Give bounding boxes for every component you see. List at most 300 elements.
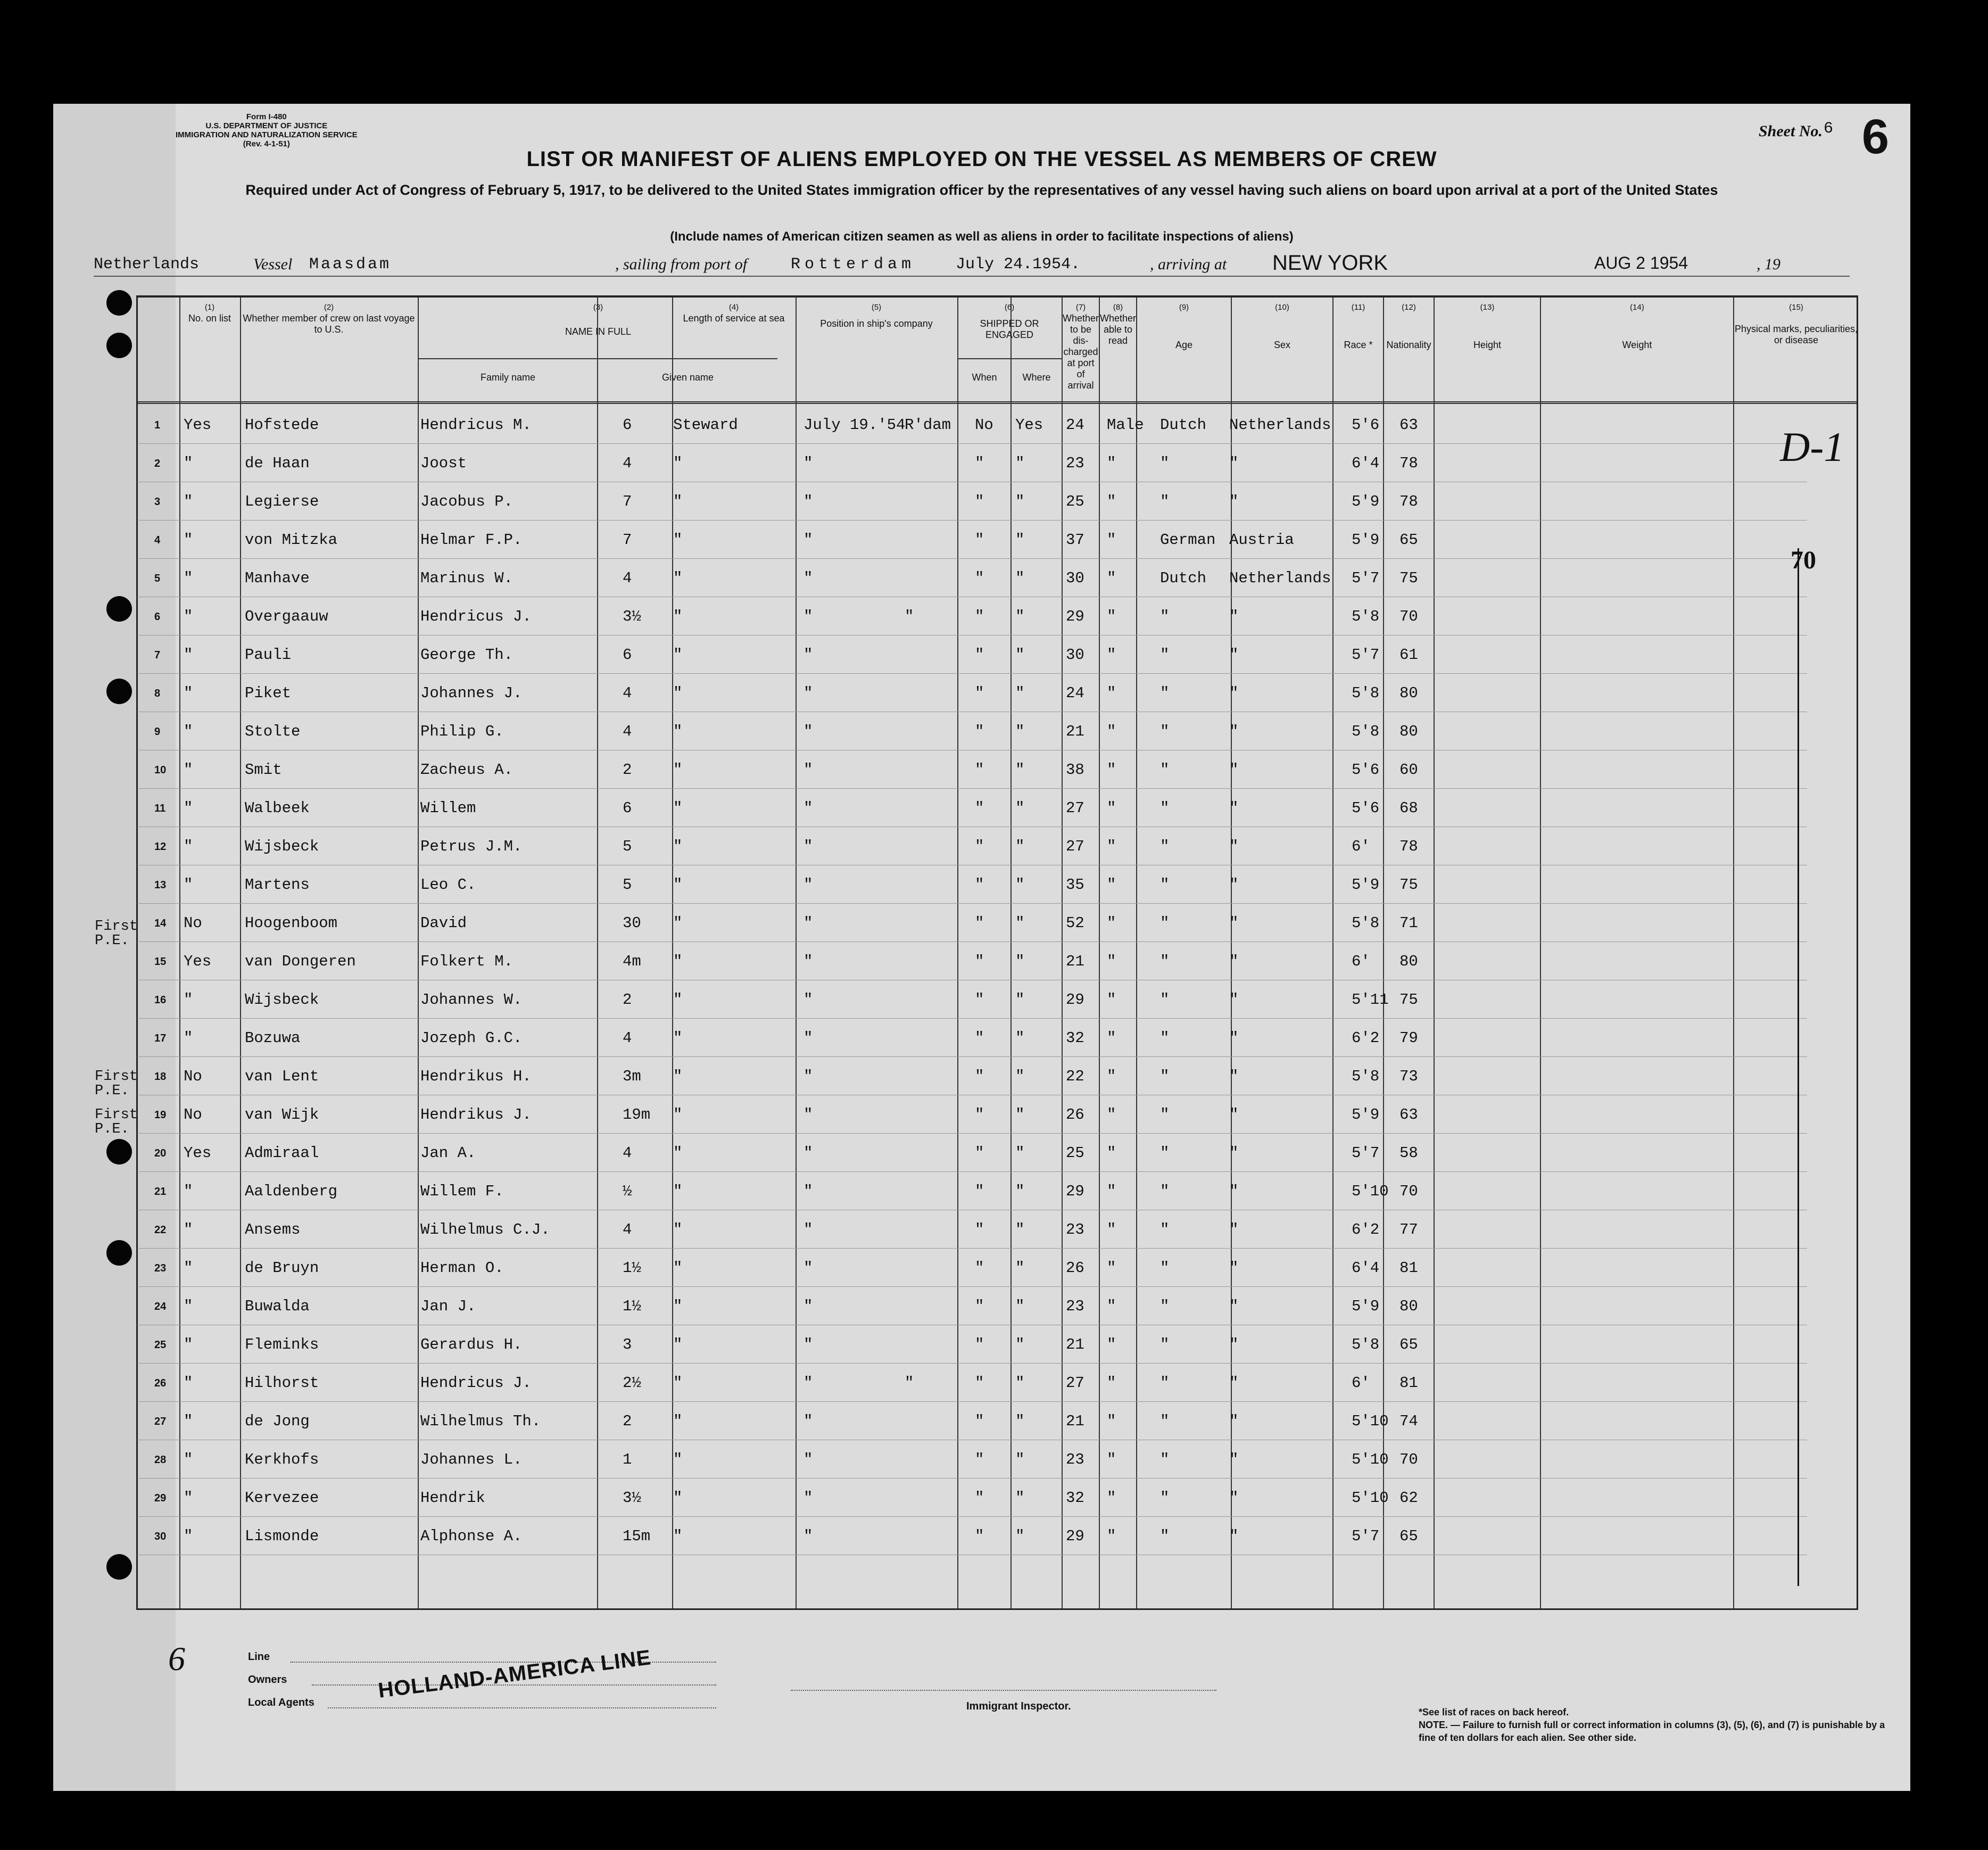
table-row: [0, 1172, 1988, 1210]
row-given-name: George Th.: [420, 646, 513, 664]
row-age: 29: [1066, 991, 1084, 1009]
row-length-of-service: 30: [623, 914, 641, 932]
row-nationality: ": [1229, 953, 1239, 970]
row-age: 52: [1066, 914, 1084, 932]
row-weight: 78: [1399, 455, 1418, 472]
row-able-to-read: Yes: [1015, 416, 1043, 434]
row-shipped-when: ": [804, 991, 813, 1009]
col-age: (9) Age: [1175, 303, 1193, 350]
row-position: ": [673, 569, 683, 587]
row-shipped-when: ": [804, 608, 813, 625]
row-race: ": [1160, 684, 1170, 702]
row-able-to-read: ": [1015, 1336, 1025, 1353]
row-weight: 81: [1399, 1259, 1418, 1277]
row-race: ": [1160, 953, 1170, 970]
row-family-name: Manhave: [245, 569, 310, 587]
row-given-name: Willem: [420, 799, 476, 817]
table-row: [0, 1249, 1988, 1287]
row-weight: 80: [1399, 684, 1418, 702]
row-sex: ": [1107, 1068, 1116, 1085]
row-sex: ": [1107, 531, 1116, 549]
row-nationality: Netherlands: [1229, 569, 1331, 587]
row-crew-last-voyage: ": [184, 1374, 193, 1392]
row-nationality: ": [1229, 761, 1239, 779]
row-nationality: ": [1229, 455, 1239, 472]
row-shipped-when: ": [804, 1106, 813, 1124]
row-nationality: ": [1229, 1527, 1239, 1545]
row-crew-last-voyage: ": [184, 1221, 193, 1238]
row-discharged: ": [975, 914, 984, 932]
row-age: 27: [1066, 799, 1084, 817]
col-no-on-list: (1) No. on list: [188, 303, 231, 324]
binding-hole: [106, 290, 132, 316]
col-physical-marks: (15) Physical marks, peculiarities, or disease: [1734, 303, 1858, 345]
row-sex: ": [1107, 646, 1116, 664]
row-shipped-when: ": [804, 953, 813, 970]
manifest-subtitle-2: (Include names of American citizen seamen as well as aliens in order to facilitate inspections of aliens): [670, 229, 1294, 244]
row-able-to-read: ": [1015, 723, 1025, 740]
row-weight: 58: [1399, 1144, 1418, 1162]
row-shipped-when: ": [804, 646, 813, 664]
sheet-number-label: Sheet No.: [1759, 122, 1823, 140]
agents-stamp: HOLLAND-AMERICA LINE: [377, 1646, 653, 1703]
row-nationality: ": [1229, 838, 1239, 855]
row-family-name: de Jong: [245, 1413, 310, 1430]
row-weight: 65: [1399, 1336, 1418, 1353]
row-weight: 80: [1399, 723, 1418, 740]
row-height: 6'4: [1352, 455, 1380, 472]
row-race: ": [1160, 1029, 1170, 1047]
row-length-of-service: 1½: [623, 1298, 641, 1315]
row-nationality: ": [1229, 1259, 1239, 1277]
row-height: 6': [1352, 838, 1370, 855]
row-shipped-when: ": [804, 1413, 813, 1430]
table-row: [0, 1364, 1988, 1402]
row-family-name: Smit: [245, 761, 282, 779]
col-sex: (10) Sex: [1273, 303, 1291, 350]
row-crew-last-voyage: ": [184, 569, 193, 587]
row-age: 23: [1066, 1221, 1084, 1238]
row-family-name: Lismonde: [245, 1527, 319, 1545]
row-length-of-service: 5: [623, 876, 632, 894]
row-family-name: Bozuwa: [245, 1029, 301, 1047]
sheet-big-number: 6: [1861, 110, 1889, 164]
row-race: German: [1160, 531, 1216, 549]
row-nationality: ": [1229, 1144, 1239, 1162]
row-discharged: ": [975, 569, 984, 587]
row-able-to-read: ": [1015, 646, 1025, 664]
row-position: ": [673, 1068, 683, 1085]
row-height: 5'9: [1352, 531, 1380, 549]
row-nationality: Austria: [1229, 531, 1294, 549]
row-able-to-read: ": [1015, 1489, 1025, 1507]
row-race: ": [1160, 1489, 1170, 1507]
row-race: ": [1160, 1298, 1170, 1315]
row-discharged: ": [975, 991, 984, 1009]
binding-hole: [106, 333, 132, 358]
row-discharged: ": [975, 493, 984, 510]
row-weight: 70: [1399, 1451, 1418, 1468]
row-sex: ": [1107, 1489, 1116, 1507]
row-number: 9: [154, 726, 161, 738]
row-length-of-service: 4: [623, 723, 632, 740]
form-identifier: [176, 112, 358, 148]
row-discharged: ": [975, 1068, 984, 1085]
row-weight: 73: [1399, 1068, 1418, 1085]
row-nationality: ": [1229, 608, 1239, 625]
row-discharged: ": [975, 1029, 984, 1047]
row-weight: 61: [1399, 646, 1418, 664]
row-nationality: ": [1229, 876, 1239, 894]
row-sex: ": [1107, 914, 1116, 932]
row-height: 5'9: [1352, 876, 1380, 894]
row-length-of-service: 15m: [623, 1527, 651, 1545]
row-crew-last-voyage: ": [184, 1413, 193, 1430]
row-given-name: Johannes W.: [420, 991, 523, 1009]
row-age: 23: [1066, 1298, 1084, 1315]
row-number: 14: [154, 918, 167, 929]
row-age: 23: [1066, 455, 1084, 472]
row-discharged: ": [975, 1336, 984, 1353]
row-height: 5'7: [1352, 646, 1380, 664]
row-able-to-read: ": [1015, 684, 1025, 702]
row-height: 5'7: [1352, 1144, 1380, 1162]
inspector-label: Immigrant Inspector.: [966, 1700, 1071, 1712]
row-crew-last-voyage: ": [184, 684, 193, 702]
sheet-number-value: 6: [1823, 120, 1833, 138]
table-row: [0, 597, 1988, 635]
row-discharged: ": [975, 1221, 984, 1238]
first-pe-note: [95, 1108, 138, 1137]
table-row: [0, 1440, 1988, 1479]
row-sex: ": [1107, 991, 1116, 1009]
table-row: [0, 1479, 1988, 1517]
arrival-date: AUG 2 1954: [1594, 253, 1688, 272]
inspector-mark-70: 70: [1791, 546, 1816, 574]
sailing-label: , sailing from port of: [615, 255, 748, 273]
binding-hole: [106, 1554, 132, 1580]
row-able-to-read: ": [1015, 1221, 1025, 1238]
col-nationality: (12) Nationality: [1386, 303, 1431, 350]
row-sex: ": [1107, 1029, 1116, 1047]
row-length-of-service: ½: [623, 1183, 632, 1200]
row-shipped-when: ": [804, 493, 813, 510]
row-family-name: Pauli: [245, 646, 292, 664]
row-crew-last-voyage: ": [184, 1183, 193, 1200]
row-weight: 65: [1399, 1527, 1418, 1545]
row-age: 30: [1066, 569, 1084, 587]
row-discharged: ": [975, 531, 984, 549]
departure-port: Rotterdam: [791, 255, 916, 274]
row-given-name: Hendrikus H.: [420, 1068, 532, 1085]
row-shipped-where: ": [905, 1374, 914, 1392]
row-discharged: ": [975, 1144, 984, 1162]
row-weight: 78: [1399, 838, 1418, 855]
row-crew-last-voyage: No: [184, 1068, 202, 1085]
row-nationality: ": [1229, 1183, 1239, 1200]
row-age: 24: [1066, 416, 1084, 434]
row-family-name: Legierse: [245, 493, 319, 510]
row-nationality: ": [1229, 1106, 1239, 1124]
row-discharged: ": [975, 1527, 984, 1545]
row-given-name: Jacobus P.: [420, 493, 513, 510]
row-age: 21: [1066, 723, 1084, 740]
col-crew-last-voyage: (2) Whether member of crew on last voyage to U.S.: [243, 303, 415, 335]
row-nationality: ": [1229, 799, 1239, 817]
row-weight: 62: [1399, 1489, 1418, 1507]
row-nationality: ": [1229, 493, 1239, 510]
manifest-subtitle: Required under Act of Congress of February 5, 1917, to be delivered to the United States immigration officer by the representatives of any vessel having such aliens on board upon arrival at a port of the United States: [245, 182, 1718, 198]
row-given-name: Petrus J.M.: [420, 838, 523, 855]
row-family-name: Martens: [245, 876, 310, 894]
row-crew-last-voyage: ": [184, 838, 193, 855]
row-number: 13: [154, 879, 167, 891]
row-given-name: Jan J.: [420, 1298, 476, 1315]
row-shipped-when: ": [804, 723, 813, 740]
row-given-name: David: [420, 914, 467, 932]
row-age: 25: [1066, 1144, 1084, 1162]
row-crew-last-voyage: ": [184, 723, 193, 740]
row-length-of-service: 4: [623, 1029, 632, 1047]
row-position: Steward: [673, 416, 738, 434]
row-race: Dutch: [1160, 416, 1207, 434]
row-race: ": [1160, 1259, 1170, 1277]
voyage-line: [94, 251, 1850, 277]
row-race: ": [1160, 1413, 1170, 1430]
row-family-name: Buwalda: [245, 1298, 310, 1315]
row-race: ": [1160, 761, 1170, 779]
footnote-races: *See list of races on back hereof.: [1419, 1707, 1569, 1717]
row-able-to-read: ": [1015, 991, 1025, 1009]
manifest-title: LIST OR MANIFEST OF ALIENS EMPLOYED ON THE VESSEL AS MEMBERS OF CREW: [526, 147, 1437, 171]
row-sex: ": [1107, 1336, 1116, 1353]
row-discharged: ": [975, 876, 984, 894]
row-given-name: Helmar F.P.: [420, 531, 523, 549]
row-shipped-when: ": [804, 876, 813, 894]
row-race: ": [1160, 1451, 1170, 1468]
row-shipped-when: ": [804, 1374, 813, 1392]
row-crew-last-voyage: ": [184, 761, 193, 779]
row-crew-last-voyage: ": [184, 1259, 193, 1277]
row-sex: ": [1107, 1374, 1116, 1392]
row-race: ": [1160, 1527, 1170, 1545]
table-row: [0, 789, 1988, 827]
row-weight: 78: [1399, 493, 1418, 510]
row-height: 6'4: [1352, 1259, 1380, 1277]
col-discharged: (7) Whether to be dis-charged at port of arrival: [1063, 303, 1099, 391]
row-shipped-when: ": [804, 531, 813, 549]
owners-label: Owners: [248, 1674, 287, 1686]
row-able-to-read: ": [1015, 876, 1025, 894]
row-discharged: ": [975, 953, 984, 970]
row-height: 5'7: [1352, 569, 1380, 587]
inspector-mark-d1: D-1: [1780, 424, 1845, 470]
row-race: ": [1160, 455, 1170, 472]
row-age: 25: [1066, 493, 1084, 510]
row-shipped-when: ": [804, 569, 813, 587]
row-family-name: Fleminks: [245, 1336, 319, 1353]
row-able-to-read: ": [1015, 1068, 1025, 1085]
row-number: 7: [154, 649, 161, 661]
inspector-pen-line: [1798, 548, 1799, 1586]
row-given-name: Willem F.: [420, 1183, 504, 1200]
row-crew-last-voyage: ": [184, 608, 193, 625]
row-number: 21: [154, 1186, 167, 1197]
row-crew-last-voyage: Yes: [184, 953, 212, 970]
row-discharged: ": [975, 1489, 984, 1507]
row-number: 17: [154, 1033, 167, 1044]
vessel-name: Maasdam: [309, 255, 392, 274]
col-weight: (14) Weight: [1622, 303, 1652, 350]
row-sex: ": [1107, 493, 1116, 510]
row-crew-last-voyage: No: [184, 1106, 202, 1124]
row-position: ": [673, 1527, 683, 1545]
row-number: 1: [154, 419, 161, 431]
row-height: 5'10: [1352, 1451, 1389, 1468]
row-weight: 75: [1399, 569, 1418, 587]
row-number: 29: [154, 1492, 167, 1504]
row-height: 5'9: [1352, 1298, 1380, 1315]
row-age: 22: [1066, 1068, 1084, 1085]
col-shipped-engaged: (6) SHIPPED OR ENGAGED: [980, 303, 1039, 340]
row-sex: ": [1107, 1106, 1116, 1124]
row-position: ": [673, 761, 683, 779]
row-crew-last-voyage: ": [184, 1489, 193, 1507]
row-position: ": [673, 1298, 683, 1315]
row-number: 20: [154, 1147, 167, 1159]
row-nationality: ": [1229, 1451, 1239, 1468]
row-height: 5'11: [1352, 991, 1389, 1009]
row-given-name: Hendrik: [420, 1489, 485, 1507]
row-race: ": [1160, 1183, 1170, 1200]
row-nationality: ": [1229, 684, 1239, 702]
row-height: 6'2: [1352, 1221, 1380, 1238]
row-family-name: Admiraal: [245, 1144, 319, 1162]
row-height: 5'9: [1352, 1106, 1380, 1124]
row-number: 26: [154, 1377, 167, 1389]
row-crew-last-voyage: ": [184, 646, 193, 664]
col-position: (5) Position in ship's company: [820, 303, 933, 329]
row-family-name: Wijsbeck: [245, 991, 319, 1009]
table-row: [0, 1019, 1988, 1057]
row-length-of-service: 3: [623, 1336, 632, 1353]
table-row: [0, 1057, 1988, 1095]
row-family-name: Aaldenberg: [245, 1183, 338, 1200]
row-able-to-read: ": [1015, 914, 1025, 932]
row-family-name: Hofstede: [245, 416, 319, 434]
row-height: 5'8: [1352, 1068, 1380, 1085]
table-row: [0, 942, 1988, 980]
first-pe-note-line: P.E.: [95, 1083, 129, 1099]
row-height: 5'9: [1352, 493, 1380, 510]
row-length-of-service: 6: [623, 646, 632, 664]
row-nationality: ": [1229, 1336, 1239, 1353]
row-height: 6': [1352, 953, 1370, 970]
row-family-name: Kervezee: [245, 1489, 319, 1507]
row-sex: ": [1107, 1451, 1116, 1468]
row-shipped-where: ": [905, 608, 914, 625]
row-weight: 70: [1399, 1183, 1418, 1200]
first-pe-note: [95, 1070, 138, 1099]
row-age: 29: [1066, 608, 1084, 625]
row-height: 5'8: [1352, 608, 1380, 625]
row-shipped-when: ": [804, 1029, 813, 1047]
row-family-name: de Haan: [245, 455, 310, 472]
row-shipped-when: ": [804, 1298, 813, 1315]
row-family-name: Stolte: [245, 723, 301, 740]
row-age: 21: [1066, 1336, 1084, 1353]
row-race: ": [1160, 646, 1170, 664]
row-position: ": [673, 876, 683, 894]
row-race: ": [1160, 723, 1170, 740]
row-nationality: ": [1229, 1374, 1239, 1392]
table-row: [0, 1210, 1988, 1249]
row-discharged: ": [975, 799, 984, 817]
row-weight: 68: [1399, 799, 1418, 817]
row-race: ": [1160, 493, 1170, 510]
row-age: 30: [1066, 646, 1084, 664]
col-name-in-full: (3) NAME IN FULL: [565, 303, 632, 337]
row-sex: ": [1107, 455, 1116, 472]
row-weight: 77: [1399, 1221, 1418, 1238]
row-length-of-service: 19m: [623, 1106, 651, 1124]
row-number: 5: [154, 573, 161, 584]
row-discharged: ": [975, 1451, 984, 1468]
row-length-of-service: 5: [623, 838, 632, 855]
row-crew-last-voyage: ": [184, 531, 193, 549]
row-position: ": [673, 1489, 683, 1507]
table-row: [0, 1402, 1988, 1440]
row-sex: ": [1107, 953, 1116, 970]
row-given-name: Leo C.: [420, 876, 476, 894]
row-shipped-when: ": [804, 684, 813, 702]
row-number: 23: [154, 1262, 167, 1274]
row-discharged: ": [975, 1374, 984, 1392]
row-able-to-read: ": [1015, 608, 1025, 625]
row-position: ": [673, 914, 683, 932]
row-sex: ": [1107, 1183, 1116, 1200]
row-length-of-service: 4m: [623, 953, 641, 970]
row-height: 5'8: [1352, 723, 1380, 740]
manifest-footer: [136, 1613, 1885, 1783]
col-where: Where: [1022, 372, 1051, 383]
row-position: ": [673, 1336, 683, 1353]
row-nationality: ": [1229, 1413, 1239, 1430]
row-given-name: Marinus W.: [420, 569, 513, 587]
footnote-penalty: NOTE. — Failure to furnish full or correct information in columns (3), (5), (6), and (7) is punishable by a fine of ten dollars for each alien. See other side.: [1419, 1720, 1885, 1743]
row-discharged: ": [975, 608, 984, 625]
row-discharged: ": [975, 1298, 984, 1315]
row-shipped-when: ": [804, 1451, 813, 1468]
row-age: 26: [1066, 1106, 1084, 1124]
row-sex: ": [1107, 838, 1116, 855]
row-discharged: ": [975, 838, 984, 855]
row-number: 25: [154, 1339, 167, 1351]
vessel-flag: Netherlands: [94, 255, 200, 274]
row-crew-last-voyage: ": [184, 493, 193, 510]
row-discharged: ": [975, 646, 984, 664]
table-row: [0, 1287, 1988, 1325]
row-shipped-when: ": [804, 1489, 813, 1507]
row-able-to-read: ": [1015, 953, 1025, 970]
row-position: ": [673, 455, 683, 472]
row-number: 10: [154, 764, 167, 776]
col-family-name: Family name: [480, 372, 536, 383]
row-weight: 74: [1399, 1413, 1418, 1430]
row-height: 5'8: [1352, 914, 1380, 932]
row-family-name: Hilhorst: [245, 1374, 319, 1392]
row-age: 27: [1066, 1374, 1084, 1392]
